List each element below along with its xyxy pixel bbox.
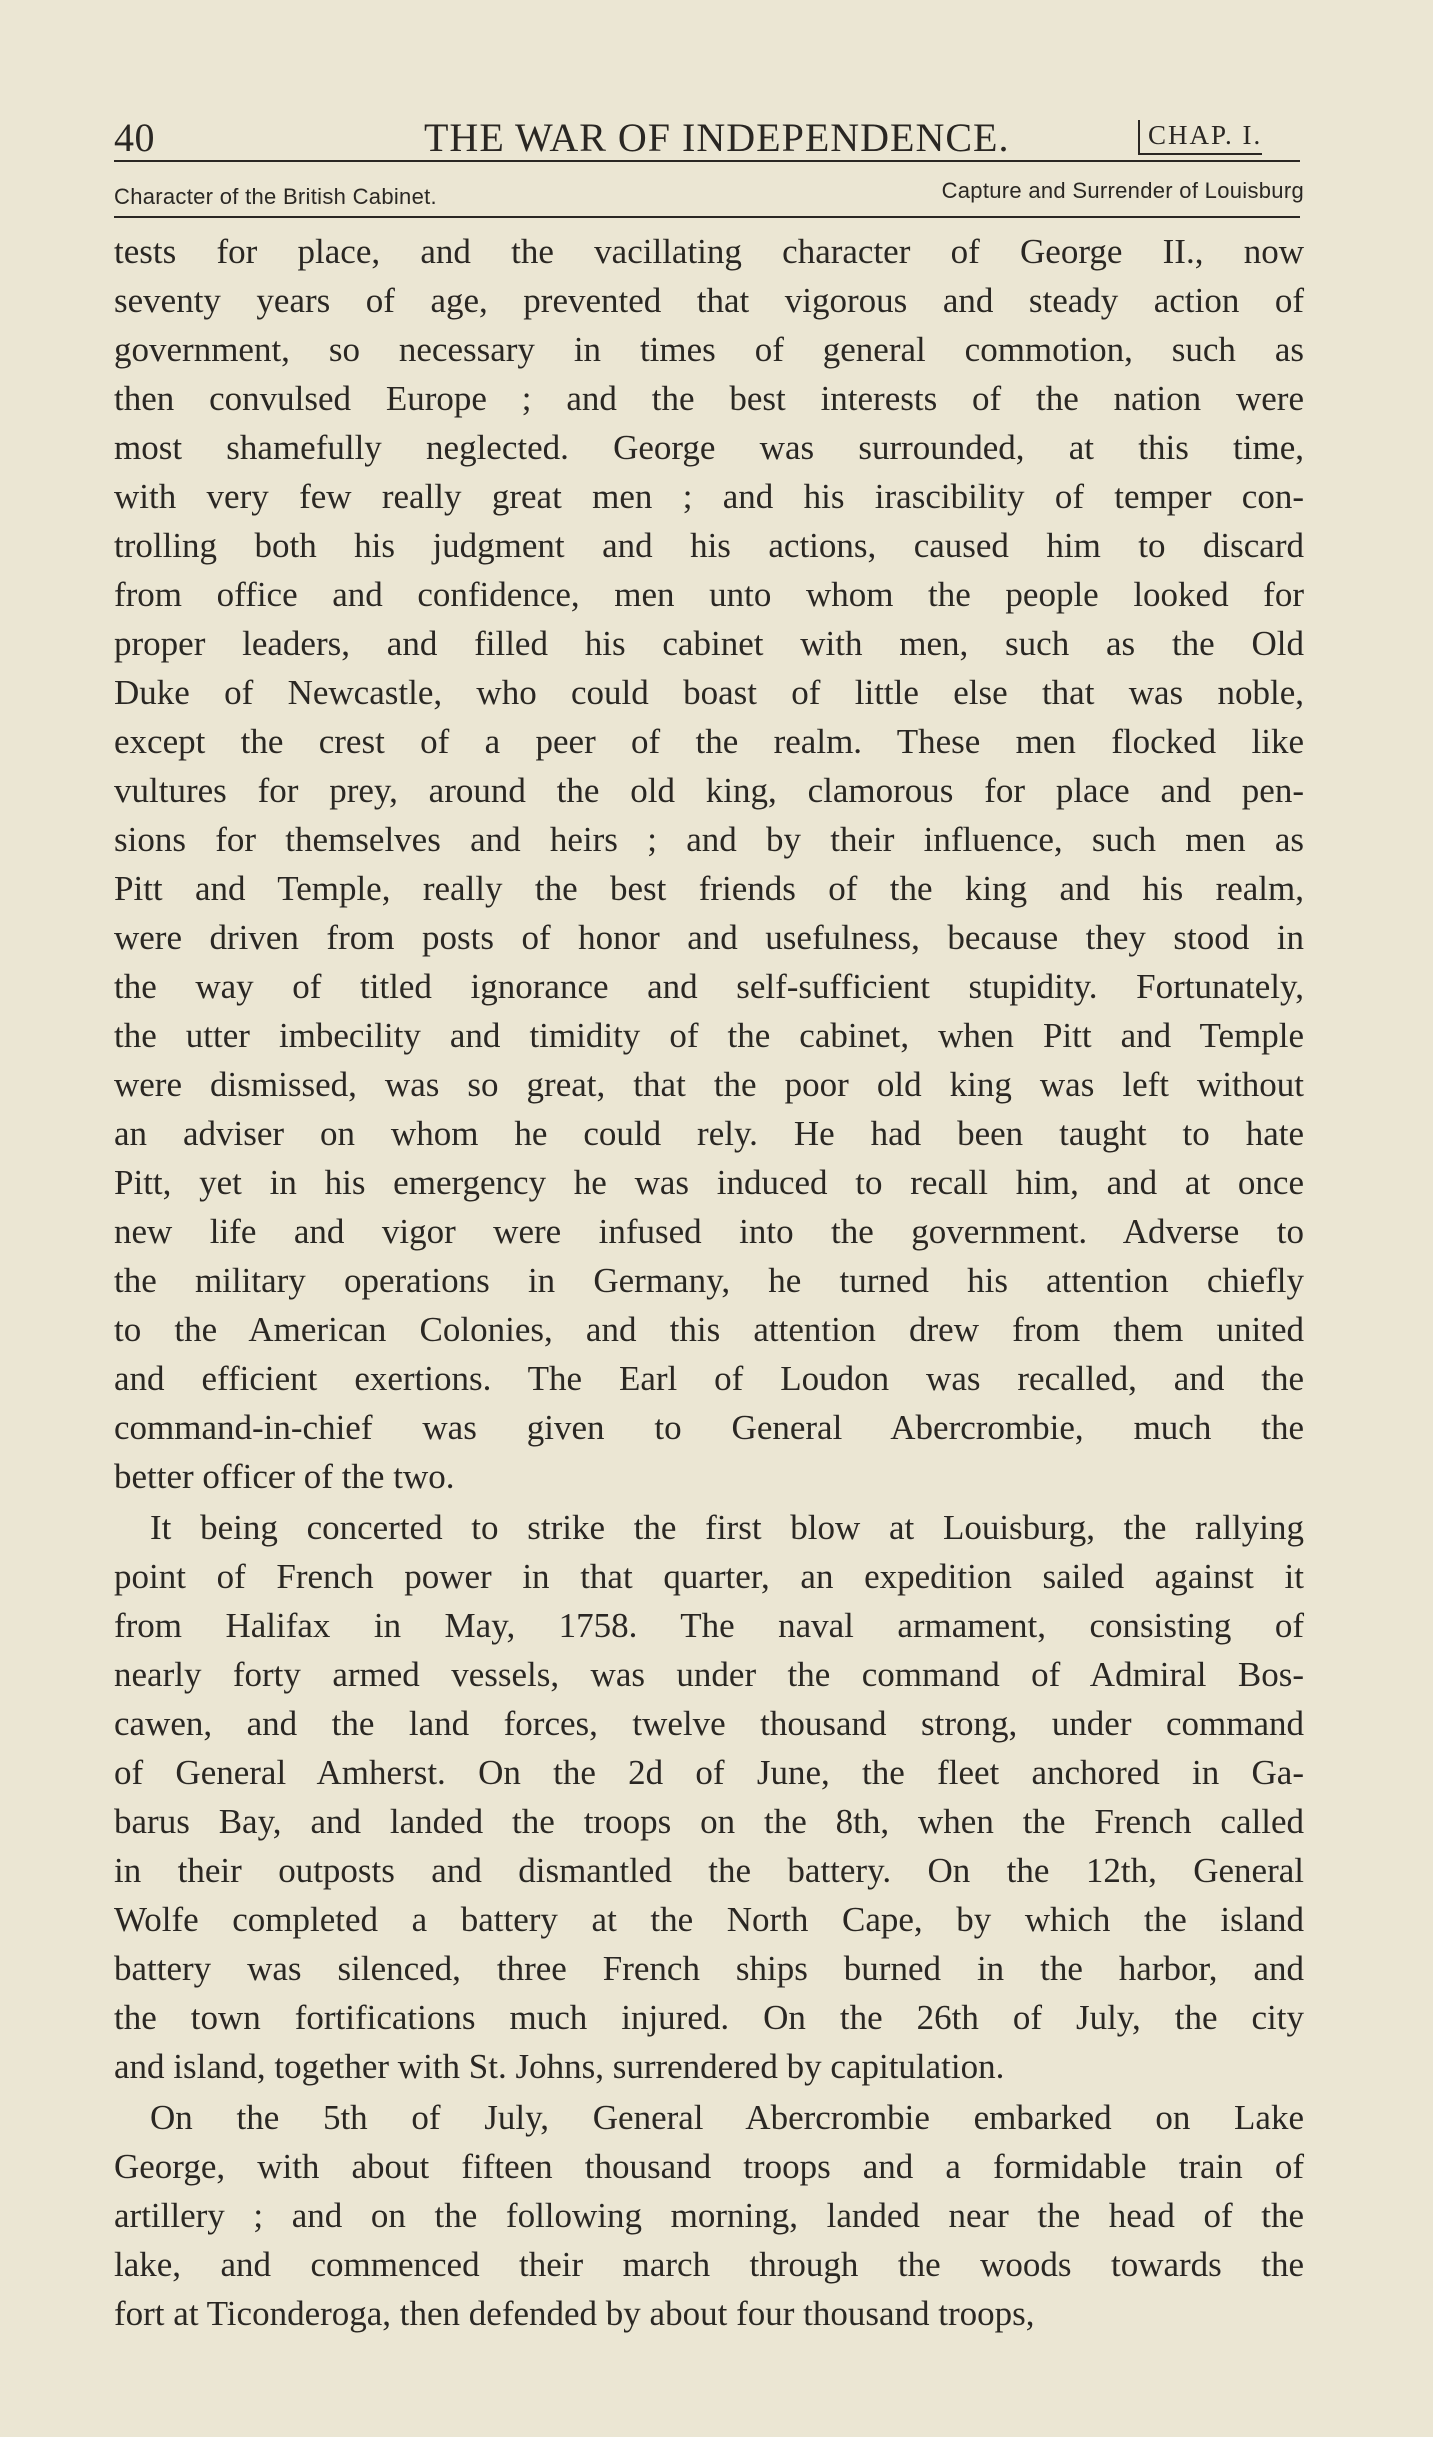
text-line: and island, together with St. Johns, surrendered by capitulation. — [114, 2047, 1005, 2086]
chapter-reference: CHAP. I. — [1138, 120, 1262, 155]
text-line: On the 5th of July, General Abercrombie embarked on Lake — [150, 2098, 1304, 2137]
text-line: were driven from posts of honor and usefulness, because they stood in — [114, 918, 1304, 957]
text-line: Wolfe completed a battery at the North Cape, by which the island — [114, 1900, 1304, 1939]
text-line: better officer of the two. — [114, 1457, 455, 1496]
text-line: sions for themselves and heirs ; and by their influence, such men as — [114, 820, 1304, 859]
text-line: in their outposts and dismantled the battery. On the 12th, General — [114, 1851, 1304, 1890]
text-line: lake, and commenced their march through the woods towards the — [114, 2245, 1304, 2284]
text-line: the way of titled ignorance and self-sufficient stupidity. Fortunately, — [114, 967, 1304, 1006]
text-line: the utter imbecility and timidity of the cabinet, when Pitt and Temple — [114, 1016, 1304, 1055]
text-line: were dismissed, was so great, that the poor old king was left without — [114, 1065, 1304, 1104]
text-line: Pitt, yet in his emergency he was induced to recall him, and at once — [114, 1163, 1304, 1202]
text-line: of General Amherst. On the 2d of June, the fleet anchored in Ga- — [114, 1753, 1304, 1792]
text-line: command-in-chief was given to General Abercrombie, much the — [114, 1408, 1304, 1447]
text-line: tests for place, and the vacillating character of George II., now — [114, 232, 1304, 271]
text-line: the town fortifications much injured. On the 26th of July, the city — [114, 1998, 1304, 2037]
text-line: cawen, and the land forces, twelve thousand strong, under command — [114, 1704, 1304, 1743]
section-subheads — [114, 178, 1304, 214]
text-line: artillery ; and on the following morning, landed near the head of the — [114, 2196, 1304, 2235]
text-line: barus Bay, and landed the troops on the 8th, when the French called — [114, 1802, 1304, 1841]
subhead-rule — [114, 216, 1300, 218]
text-line: from office and confidence, men unto whom the people looked for — [114, 575, 1304, 614]
text-line: from Halifax in May, 1758. The naval armament, consisting of — [114, 1606, 1304, 1645]
text-line: an adviser on whom he could rely. He had been taught to hate — [114, 1114, 1304, 1153]
body-text — [114, 227, 1304, 2338]
text-line: proper leaders, and filled his cabinet with men, such as the Old — [114, 624, 1304, 663]
text-line: battery was silenced, three French ships burned in the harbor, and — [114, 1949, 1304, 1988]
text-line: the military operations in Germany, he turned his attention chiefly — [114, 1261, 1304, 1300]
text-line: and efficient exertions. The Earl of Loudon was recalled, and the — [114, 1359, 1304, 1398]
page-number: 40 — [114, 115, 155, 160]
subhead-left: Character of the British Cabinet. — [114, 184, 437, 209]
text-line: then convulsed Europe ; and the best interests of the nation were — [114, 379, 1304, 418]
text-line: to the American Colonies, and this attention drew from them united — [114, 1310, 1304, 1349]
book-title: THE WAR OF INDEPENDENCE. — [424, 115, 1010, 160]
text-line: with very few really great men ; and his irascibility of temper con- — [114, 477, 1304, 516]
text-line: It being concerted to strike the first blow at Louisburg, the rallying — [150, 1508, 1304, 1547]
text-line: new life and vigor were infused into the government. Adverse to — [114, 1212, 1304, 1251]
text-line: seventy years of age, prevented that vigorous and steady action of — [114, 281, 1304, 320]
paragraph — [114, 2093, 1304, 2338]
text-line: trolling both his judgment and his actions, caused him to discard — [114, 526, 1304, 565]
paragraph — [114, 1503, 1304, 2091]
text-line: George, with about fifteen thousand troops and a formidable train of — [114, 2147, 1304, 2186]
text-line: Pitt and Temple, really the best friends of the king and his realm, — [114, 869, 1304, 908]
text-line: except the crest of a peer of the realm. These men flocked like — [114, 722, 1304, 761]
text-line: government, so necessary in times of general commotion, such as — [114, 330, 1304, 369]
text-line: Duke of Newcastle, who could boast of little else that was noble, — [114, 673, 1304, 712]
paragraph — [114, 227, 1304, 1501]
text-line: fort at Ticonderoga, then defended by about four thousand troops, — [114, 2294, 1035, 2333]
text-line: nearly forty armed vessels, was under the command of Admiral Bos- — [114, 1655, 1304, 1694]
subhead-right: Capture and Surrender of Louisburg — [941, 178, 1304, 203]
text-line: most shamefully neglected. George was surrounded, at this time, — [114, 428, 1304, 467]
header-rule — [114, 160, 1300, 162]
text-line: vultures for prey, around the old king, clamorous for place and pen- — [114, 771, 1304, 810]
text-line: point of French power in that quarter, an expedition sailed against it — [114, 1557, 1304, 1596]
